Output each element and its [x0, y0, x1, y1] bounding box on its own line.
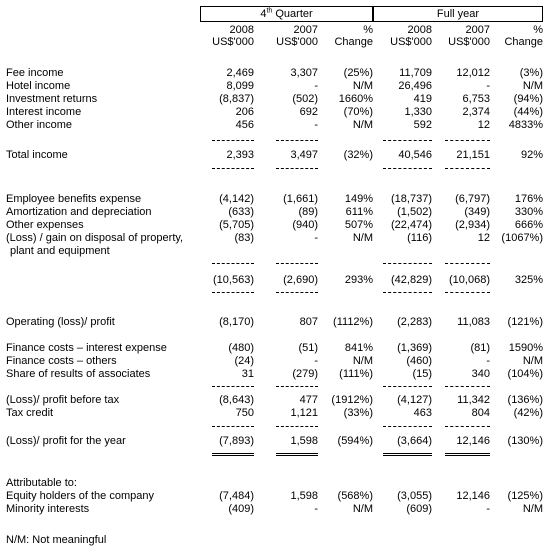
cell-q-2008: (409) — [228, 503, 254, 515]
cell-q-2007: (502) — [292, 93, 318, 105]
cell-y-2007: 340 — [471, 368, 490, 380]
table-row — [0, 93, 548, 106]
cell-q-2008: (5,705) — [219, 219, 254, 231]
column-year: % — [533, 24, 543, 36]
cell-q-change: (111%) — [339, 368, 373, 380]
cell-q-change: (1912%) — [331, 394, 373, 406]
cell-y-2007: 11,342 — [457, 394, 490, 406]
cell-q-change: (1112%) — [333, 316, 373, 328]
cell-y-2007: 2,374 — [462, 106, 490, 118]
cell-q-2008: 206 — [235, 106, 254, 118]
cell-y-2008: 40,546 — [398, 149, 432, 161]
row-label: Fee income — [6, 67, 64, 79]
column-header — [504, 24, 543, 48]
cell-q-change: 1660% — [338, 93, 373, 105]
cell-q-2008: (83) — [234, 232, 254, 244]
quarter-group-header — [200, 6, 373, 22]
row-label: Share of results of associates — [6, 368, 151, 380]
subtotal-rule — [445, 168, 490, 169]
cell-q-2007: 3,307 — [290, 67, 318, 79]
cell-q-change: N/M — [352, 355, 373, 367]
cell-y-2007: 12,012 — [456, 67, 490, 79]
cell-y-2008: (1,502) — [397, 206, 432, 218]
cell-y-change: (42%) — [513, 407, 543, 419]
cell-y-change: 176% — [514, 193, 543, 205]
cell-q-2007: - — [314, 80, 318, 92]
cell-y-change: 330% — [514, 206, 543, 218]
cell-q-change: (33%) — [343, 407, 373, 419]
cell-q-2007: 1,598 — [290, 435, 318, 447]
cell-q-2008: (7,893) — [219, 435, 254, 447]
cell-y-2008: 419 — [413, 93, 432, 105]
cell-y-2007: (6,797) — [455, 193, 490, 205]
row-label: Attributable to: — [6, 477, 77, 489]
cell-q-2008: (480) — [228, 342, 254, 354]
cell-y-2008: (18,737) — [391, 193, 432, 205]
cell-q-change: N/M — [352, 232, 373, 244]
table-row — [0, 119, 548, 132]
table-row — [0, 219, 548, 232]
cell-y-change: (121%) — [507, 316, 543, 328]
table-row — [0, 206, 548, 219]
cell-y-2008: 11,709 — [399, 67, 432, 79]
cell-y-2007: 6,753 — [462, 93, 490, 105]
cell-y-change: 666% — [514, 219, 543, 231]
cell-y-change: N/M — [522, 355, 543, 367]
table-row — [0, 193, 548, 206]
subtotal-rule — [383, 292, 432, 293]
cell-y-2007: (2,934) — [455, 219, 490, 231]
subtotal-rule — [383, 263, 432, 264]
cell-y-2008: 26,496 — [398, 80, 432, 92]
cell-y-change: N/M — [522, 503, 543, 515]
cell-y-change: 92% — [520, 149, 543, 161]
cell-y-2008: (15) — [412, 368, 432, 380]
row-label: Interest income — [6, 106, 82, 118]
table-row — [0, 106, 548, 119]
cell-y-change: 4833% — [508, 119, 543, 131]
column-header — [448, 24, 490, 48]
cell-q-2008: (8,170) — [219, 316, 254, 328]
cell-y-2007: 12,146 — [456, 435, 490, 447]
row-label: Other expenses — [6, 219, 84, 231]
cell-y-2007: - — [486, 503, 490, 515]
table-row — [0, 503, 548, 516]
row-label: Equity holders of the company — [6, 490, 154, 502]
cell-q-change: (25%) — [343, 67, 373, 79]
subtotal-rule — [445, 263, 490, 264]
cell-q-2007: - — [314, 119, 318, 131]
cell-q-change: (594%) — [337, 435, 373, 447]
subtotal-rule — [212, 386, 254, 387]
row-label: Total income — [6, 149, 68, 161]
footnote: N/M: Not meaningful — [6, 534, 107, 546]
cell-q-2008: 456 — [235, 119, 254, 131]
table-row — [0, 435, 548, 448]
column-year: 2007 — [465, 24, 490, 36]
cell-q-2008: 750 — [235, 407, 254, 419]
row-label: Minority interests — [6, 503, 90, 515]
cell-q-change: (568%) — [337, 490, 373, 502]
cell-y-2008: 592 — [413, 119, 432, 131]
cell-q-2007: (279) — [292, 368, 318, 380]
cell-y-2007: (81) — [470, 342, 490, 354]
cell-y-2007: - — [486, 80, 490, 92]
cell-y-2008: (22,474) — [391, 219, 432, 231]
cell-y-change: 325% — [514, 274, 543, 286]
cell-y-2007: (10,068) — [449, 274, 490, 286]
column-unit: US$'000 — [390, 36, 432, 48]
cell-y-2008: (1,369) — [397, 342, 432, 354]
column-unit: Change — [504, 36, 543, 48]
row-label-continued: plant and equipment — [10, 245, 110, 257]
cell-y-2008: (42,829) — [391, 274, 432, 286]
column-year: 2008 — [229, 24, 254, 36]
cell-q-2007: - — [314, 503, 318, 515]
cell-y-2007: 12,146 — [456, 490, 490, 502]
cell-y-change: (104%) — [507, 368, 543, 380]
table-row — [0, 80, 548, 93]
table-row — [0, 67, 548, 80]
table-row — [0, 316, 548, 329]
cell-q-change: 611% — [345, 206, 373, 218]
cell-q-2008: (8,837) — [219, 93, 254, 105]
cell-y-2008: (2,283) — [397, 316, 432, 328]
column-unit: US$'000 — [448, 36, 490, 48]
row-label: Operating (loss)/ profit — [6, 316, 115, 328]
cell-y-2007: 804 — [471, 407, 490, 419]
subtotal-rule — [276, 426, 318, 427]
quarter-ordinal: th — [266, 7, 273, 15]
cell-y-2008: 463 — [413, 407, 432, 419]
cell-q-change: 507% — [344, 219, 373, 231]
subtotal-rule — [383, 140, 432, 141]
cell-q-2007: 477 — [299, 394, 318, 406]
cell-y-2008: (3,664) — [397, 435, 432, 447]
cell-q-2008: 2,393 — [226, 149, 254, 161]
column-unit: US$'000 — [276, 36, 318, 48]
row-label: Finance costs – interest expense — [6, 342, 167, 354]
subtotal-rule — [212, 263, 254, 264]
total-double-rule — [445, 453, 490, 456]
subtotal-rule — [445, 140, 490, 141]
cell-q-2007: - — [314, 355, 318, 367]
cell-y-2007: 11,083 — [457, 316, 490, 328]
table-row — [0, 394, 548, 407]
table-row — [0, 368, 548, 381]
cell-y-change: 1590% — [508, 342, 543, 354]
row-label: Finance costs – others — [6, 355, 117, 367]
cell-q-2007: (1,661) — [283, 193, 318, 205]
subtotal-rule — [276, 386, 318, 387]
cell-y-2008: (4,127) — [397, 394, 432, 406]
cell-y-2008: (3,055) — [397, 490, 432, 502]
cell-q-2008: (10,563) — [213, 274, 254, 286]
cell-q-2008: 31 — [241, 368, 254, 380]
table-row — [0, 355, 548, 368]
quarter-number: 4 — [260, 8, 267, 20]
row-label: Tax credit — [6, 407, 54, 419]
cell-q-2008: (8,643) — [219, 394, 254, 406]
column-header — [212, 24, 254, 48]
cell-q-2007: 692 — [299, 106, 318, 118]
subtotal-rule — [276, 140, 318, 141]
cell-y-change: (1067%) — [501, 232, 543, 244]
table-row — [0, 477, 548, 490]
cell-q-2007: 1,598 — [290, 490, 318, 502]
cell-y-change: (3%) — [519, 67, 543, 79]
subtotal-rule — [212, 140, 254, 141]
column-unit: US$'000 — [212, 36, 254, 48]
cell-q-change: N/M — [352, 503, 373, 515]
cell-q-2007: (2,690) — [283, 274, 318, 286]
subtotal-rule — [212, 426, 254, 427]
subtotal-rule — [383, 168, 432, 169]
row-label: Employee benefits expense — [6, 193, 142, 205]
cell-y-2008: (460) — [406, 355, 432, 367]
cell-q-2008: 2,469 — [226, 67, 254, 79]
row-label: Other income — [6, 119, 73, 131]
row-label: (Loss)/ profit for the year — [6, 435, 126, 447]
column-header — [334, 24, 373, 48]
table-row — [0, 407, 548, 420]
table-row — [0, 490, 548, 503]
cell-q-2007: 807 — [299, 316, 318, 328]
quarter-label: Quarter — [275, 8, 313, 20]
subtotal-rule — [212, 168, 254, 169]
cell-y-change: (44%) — [513, 106, 543, 118]
cell-q-2008: (24) — [234, 355, 254, 367]
cell-q-2008: (4,142) — [219, 193, 254, 205]
cell-q-change: N/M — [352, 119, 373, 131]
cell-y-2008: (116) — [407, 232, 432, 244]
cell-q-2007: (940) — [292, 219, 318, 231]
cell-y-2008: (609) — [406, 503, 432, 515]
table-row — [0, 245, 548, 258]
cell-y-change: N/M — [522, 80, 543, 92]
cell-y-change: (94%) — [513, 93, 543, 105]
subtotal-rule — [383, 386, 432, 387]
cell-q-2008: 8,099 — [226, 80, 254, 92]
subtotal-rule — [212, 292, 254, 293]
total-double-rule — [212, 453, 254, 456]
subtotal-rule — [276, 168, 318, 169]
cell-y-change: (130%) — [507, 435, 543, 447]
cell-q-change: 149% — [344, 193, 373, 205]
row-label: Hotel income — [6, 80, 71, 92]
cell-q-2007: 3,497 — [290, 149, 318, 161]
total-double-rule — [276, 453, 318, 456]
subtotal-rule — [445, 426, 490, 427]
row-label: Amortization and depreciation — [6, 206, 152, 218]
column-year: % — [363, 24, 373, 36]
column-year: 2007 — [293, 24, 318, 36]
column-year: 2008 — [407, 24, 432, 36]
cell-y-2007: 12 — [477, 232, 490, 244]
subtotal-rule — [445, 386, 490, 387]
full-year-group-header: Full year — [373, 6, 543, 22]
subtotal-rule — [276, 292, 318, 293]
subtotal-rule — [383, 426, 432, 427]
cell-q-change: (70%) — [343, 106, 373, 118]
cell-q-2007: 1,121 — [290, 407, 318, 419]
cell-q-change: 841% — [344, 342, 373, 354]
table-row — [0, 342, 548, 355]
cell-y-2007: 21,151 — [456, 149, 490, 161]
cell-q-2007: (51) — [298, 342, 318, 354]
cell-q-change: (32%) — [343, 149, 373, 161]
table-row — [0, 274, 548, 287]
cell-y-2007: 12 — [477, 119, 490, 131]
subtotal-rule — [276, 263, 318, 264]
column-header — [276, 24, 318, 48]
column-header — [390, 24, 432, 48]
cell-y-2007: - — [486, 355, 490, 367]
cell-q-change: N/M — [352, 80, 373, 92]
row-label: (Loss) / gain on disposal of property, — [6, 232, 184, 244]
table-row — [0, 232, 548, 245]
row-label: Investment returns — [6, 93, 98, 105]
table-row — [0, 149, 548, 162]
cell-y-2008: 1,330 — [404, 106, 432, 118]
subtotal-rule — [445, 292, 490, 293]
cell-y-2007: (349) — [464, 206, 490, 218]
cell-q-2008: (633) — [228, 206, 254, 218]
cell-q-change: 293% — [344, 274, 373, 286]
column-unit: Change — [334, 36, 373, 48]
cell-q-2007: - — [314, 232, 318, 244]
total-double-rule — [383, 453, 432, 456]
cell-q-2008: (7,484) — [219, 490, 254, 502]
cell-y-change: (125%) — [507, 490, 543, 502]
cell-y-change: (136%) — [507, 394, 543, 406]
row-label: (Loss)/ profit before tax — [6, 394, 120, 406]
cell-q-2007: (89) — [298, 206, 318, 218]
